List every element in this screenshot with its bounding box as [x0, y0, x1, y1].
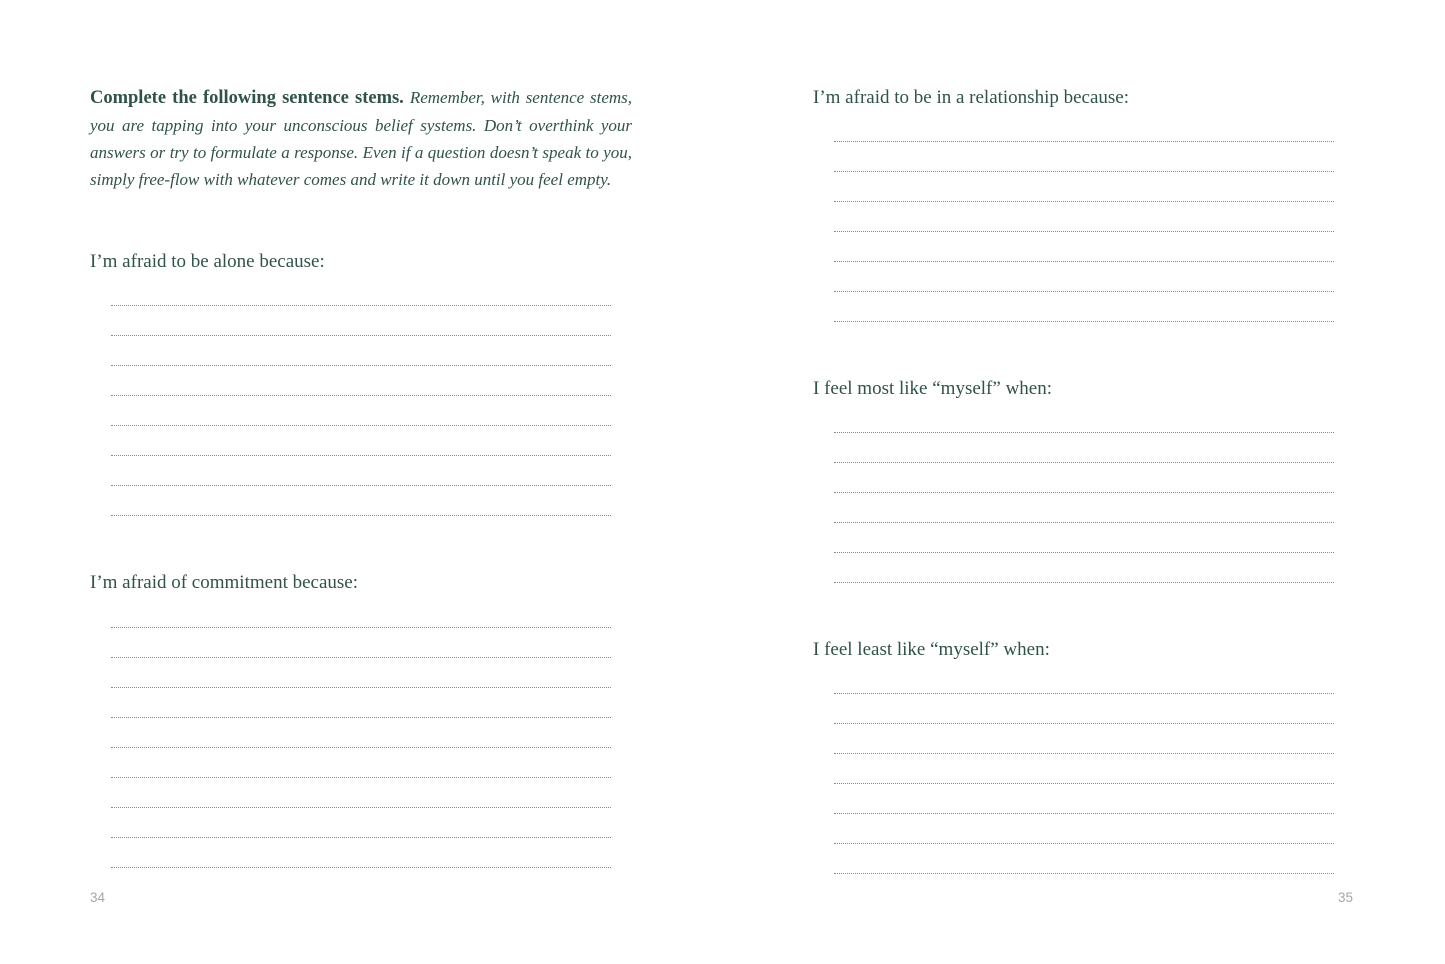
answer-lines-afraid-commitment[interactable]: [111, 598, 611, 868]
page-number-right: 35: [1338, 890, 1354, 905]
left-page: [0, 0, 722, 964]
instructions-body: Remember, with sentence stems, you are tapping into your unconscious belief systems. Don’t overthink your answers or try to formulate a response. Even if a question doesn’t speak to you, simply free-flow with whatever comes and write it down until you feel empty.: [90, 88, 633, 189]
writing-line[interactable]: [111, 778, 611, 808]
writing-line[interactable]: [111, 306, 611, 336]
writing-line[interactable]: [111, 276, 611, 306]
prompt-least-myself: I feel least like “myself” when:: [813, 639, 1050, 660]
writing-line[interactable]: [111, 808, 611, 838]
writing-line[interactable]: [834, 463, 1334, 493]
writing-line[interactable]: [834, 262, 1334, 292]
writing-line[interactable]: [834, 493, 1334, 523]
answer-lines-most-myself[interactable]: [834, 403, 1334, 583]
writing-line[interactable]: [834, 724, 1334, 754]
writing-line[interactable]: [834, 523, 1334, 553]
writing-line[interactable]: [834, 694, 1334, 724]
writing-line[interactable]: [834, 172, 1334, 202]
answer-lines-least-myself[interactable]: [834, 664, 1334, 874]
prompt-afraid-relationship: I’m afraid to be in a relationship because:: [813, 87, 1130, 108]
writing-line[interactable]: [111, 396, 611, 426]
writing-line[interactable]: [111, 838, 611, 868]
writing-line[interactable]: [111, 366, 611, 396]
writing-line[interactable]: [834, 664, 1334, 694]
writing-line[interactable]: [834, 433, 1334, 463]
prompt-afraid-commitment: I’m afraid of commitment because:: [90, 572, 359, 593]
writing-line[interactable]: [834, 142, 1334, 172]
writing-line[interactable]: [111, 426, 611, 456]
answer-lines-afraid-relationship[interactable]: [834, 112, 1334, 322]
prompt-most-myself: I feel most like “myself” when:: [813, 378, 1053, 399]
page-number-left: 34: [90, 890, 106, 905]
writing-line[interactable]: [111, 336, 611, 366]
writing-line[interactable]: [834, 292, 1334, 322]
prompt-afraid-alone: I’m afraid to be alone because:: [90, 251, 325, 272]
answer-lines-afraid-alone[interactable]: [111, 276, 611, 516]
writing-line[interactable]: [111, 658, 611, 688]
writing-line[interactable]: [834, 754, 1334, 784]
writing-line[interactable]: [111, 628, 611, 658]
writing-line[interactable]: [834, 202, 1334, 232]
writing-line[interactable]: [834, 112, 1334, 142]
writing-line[interactable]: [111, 486, 611, 516]
writing-line[interactable]: [834, 784, 1334, 814]
writing-line[interactable]: [834, 553, 1334, 583]
writing-line[interactable]: [111, 598, 611, 628]
writing-line[interactable]: [834, 403, 1334, 433]
instructions-lead: Complete the following sentence stems.: [90, 88, 404, 108]
writing-line[interactable]: [834, 232, 1334, 262]
writing-line[interactable]: [111, 718, 611, 748]
writing-line[interactable]: [111, 456, 611, 486]
writing-line[interactable]: [111, 748, 611, 778]
right-page: [722, 0, 1445, 964]
writing-line[interactable]: [834, 844, 1334, 874]
instructions-paragraph: [90, 84, 632, 193]
writing-line[interactable]: [111, 688, 611, 718]
writing-line[interactable]: [834, 814, 1334, 844]
